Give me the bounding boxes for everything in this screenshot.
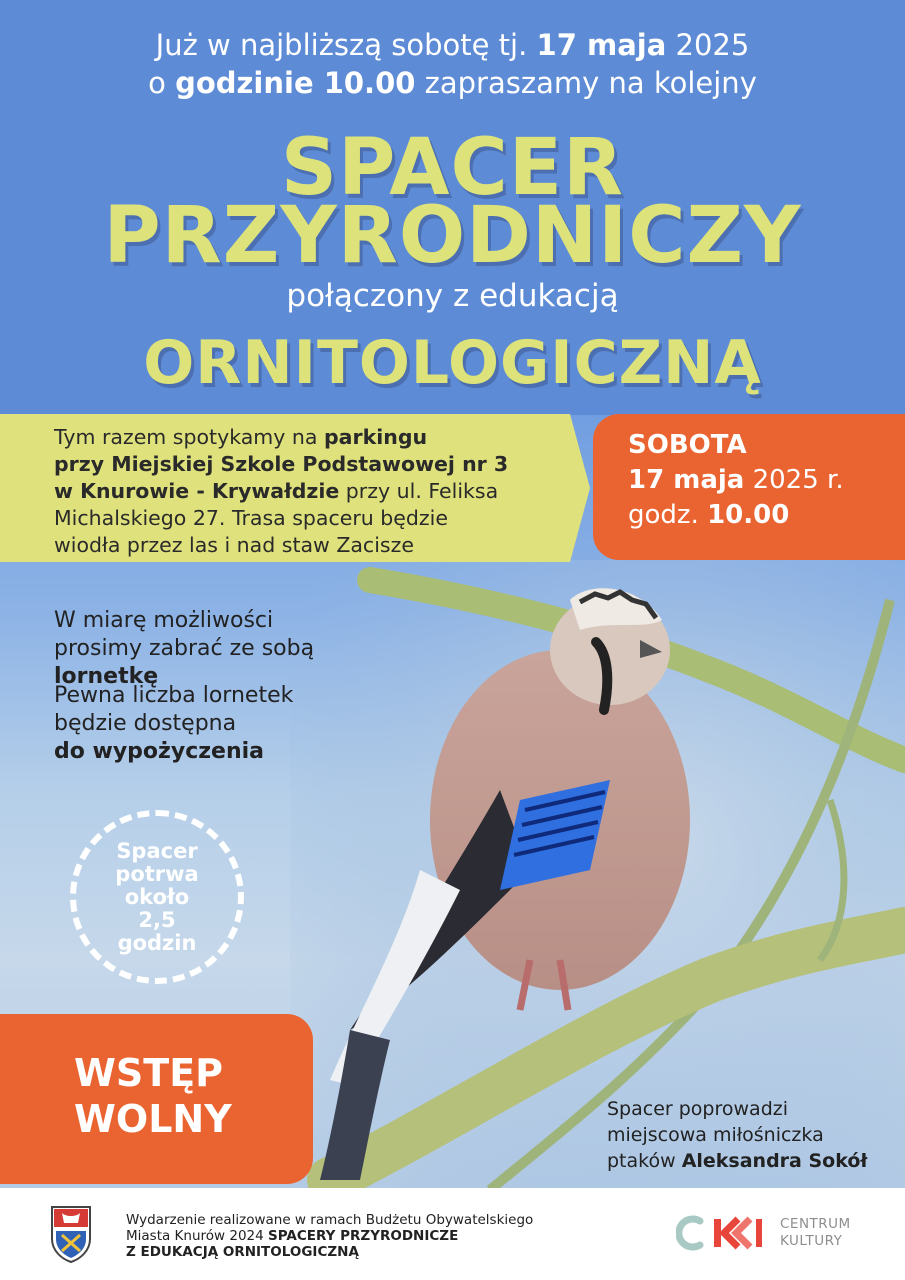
binoculars-request: W miarę możliwości prosimy zabrać ze sobą lornetkę (54, 608, 315, 689)
title-line-1: SPACER (280, 123, 625, 213)
binoculars-rental: Pewna liczba lornetek będzie dostępna do wypożyczenia (54, 683, 294, 764)
title-subtitle: połączony z edukacją (286, 278, 619, 314)
guide-text: Spacer poprowadzi miejscowa miłośniczka ptaków Aleksandra Sokół (607, 1098, 868, 1172)
title-line-3: ORNITOLOGICZNĄ (143, 328, 762, 398)
footer-text: Wydarzenie realizowane w ramach Budżetu Obywatelskiego Miasta Knurów 2024 SPACERY PRZYRODNICZE Z EDUKACJĄ ORNITOLOGICZNĄ (126, 1212, 534, 1260)
centrum-kultury-logo (676, 1213, 866, 1253)
ck-logo-icon (676, 1213, 776, 1253)
intro-text: Już w najbliższą sobotę tj. 17 maja 2025 o godzinie 10.00 zapraszamy na kolejny (148, 28, 757, 100)
logo-line-2: KULTURY (780, 1233, 843, 1249)
meeting-info-text: Tym razem spotykamy na parkingu przy Miejskiej Szkole Podstawowej nr 3 w Knurowie - Krywałdzie przy ul. Feliksa Michalskiego 27. Trasa spaceru będzie wiodła przez las i nad staw Zacisze (54, 425, 509, 557)
logo-line-1: CENTRUM (780, 1216, 851, 1232)
free-entry-text: WSTĘP WOLNY (74, 1051, 232, 1141)
title-line-2: PRZYRODNICZY (103, 191, 802, 281)
duration-badge: Spacer potrwa około 2,5 godzin (70, 810, 244, 984)
city-crest-icon (50, 1205, 92, 1263)
date-text: SOBOTA 17 maja 2025 r. godz. 10.00 (628, 430, 844, 530)
